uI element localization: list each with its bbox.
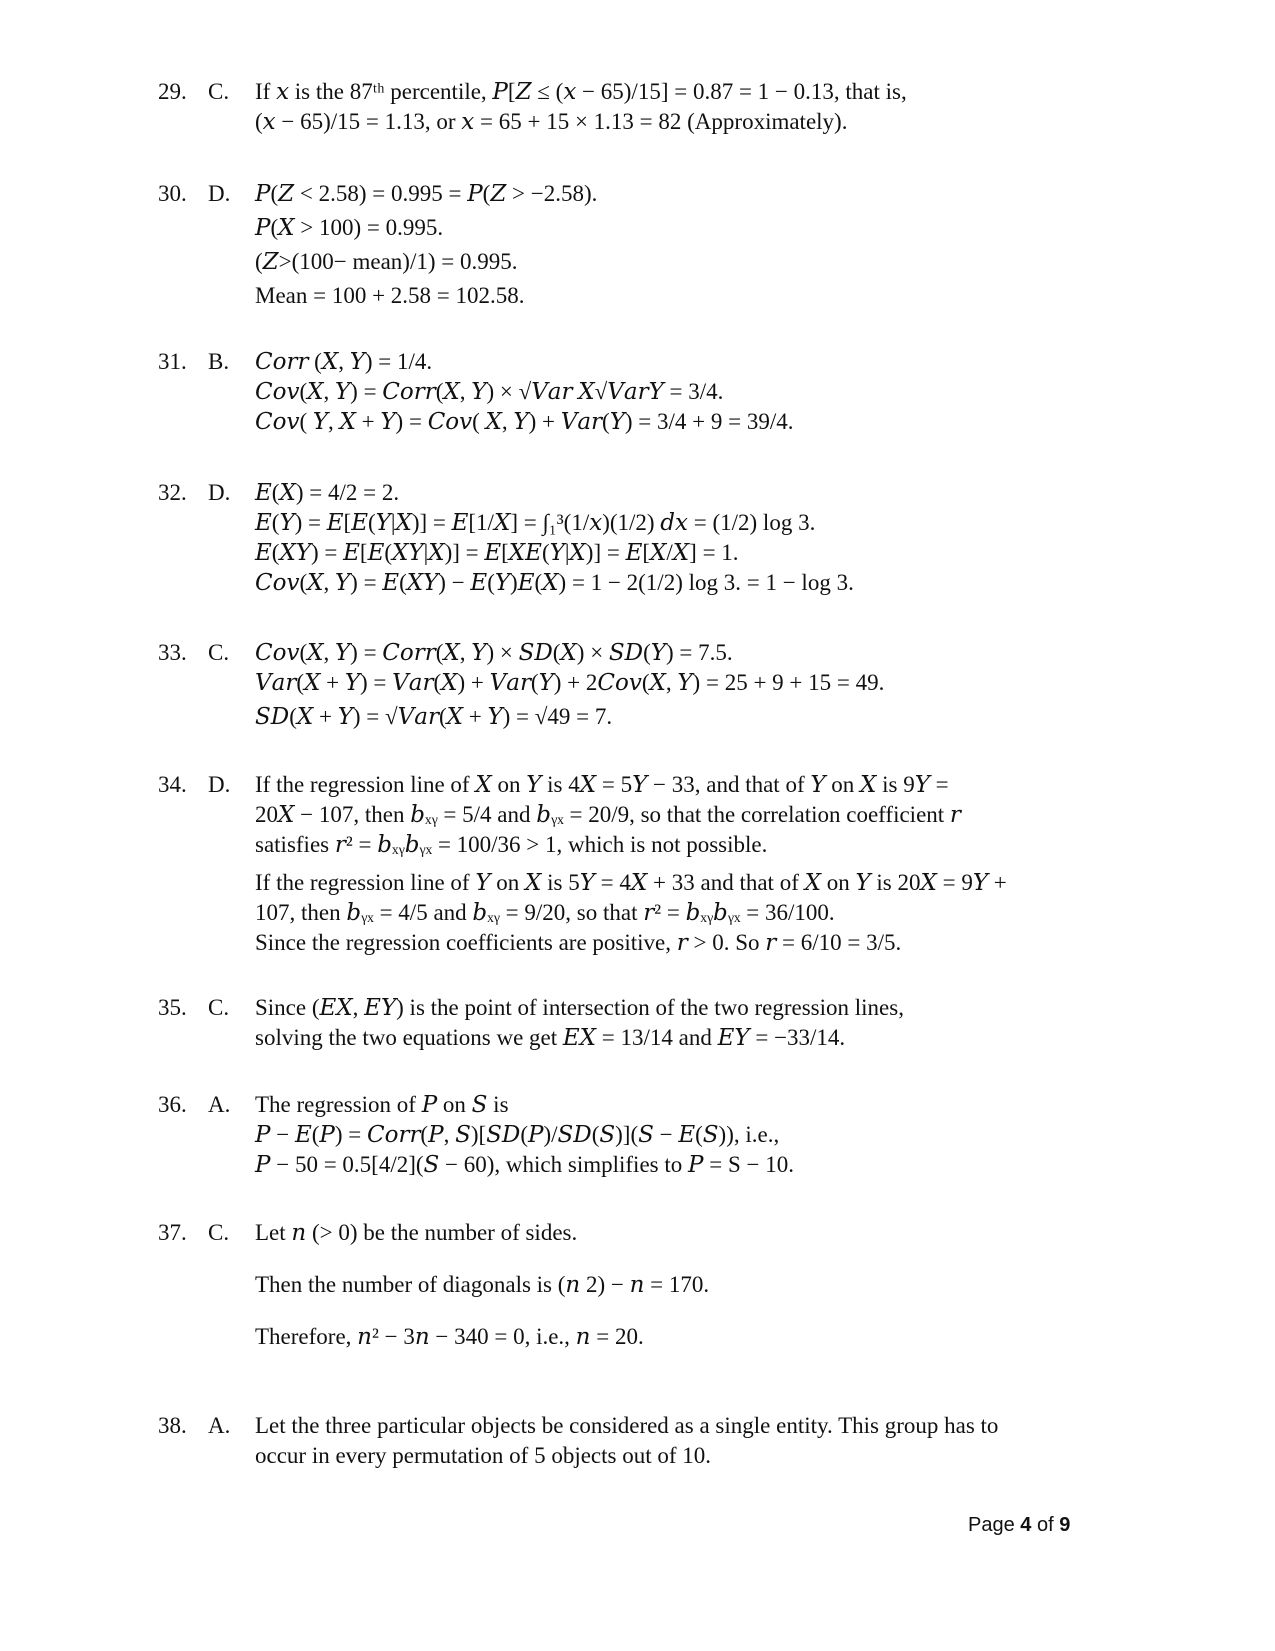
item-number: 30. xyxy=(158,181,187,206)
page-number-footer xyxy=(968,1512,1070,1538)
item-number: 31. xyxy=(158,349,187,374)
solution-line: solving the two equations we get 𝐸𝑋 = 13/14 and 𝐸𝑌 = −33/14. xyxy=(255,1025,846,1050)
solution-text xyxy=(255,77,1115,137)
solution-line: occur in every permutation of 5 objects out of 10. xyxy=(255,1443,712,1468)
solution-line: 𝐶𝑜𝑟𝑟 (𝑋, 𝑌) = 1/4. xyxy=(255,349,433,374)
solution-line: 𝐶𝑜𝑣( 𝑌, 𝑋 + 𝑌) = 𝐶𝑜𝑣( 𝑋, 𝑌) + 𝑉𝑎𝑟(𝑌) = 3/4 + 9 = 39/4. xyxy=(255,409,794,434)
solution-line: Since (𝐸𝑋, 𝐸𝑌) is the point of intersection of the two regression lines, xyxy=(255,995,904,1020)
solution-line: 107, then 𝑏ᵧₓ = 4/5 and 𝑏ₓᵧ = 9/20, so that 𝑟² = 𝑏ₓᵧ𝑏ᵧₓ = 36/100. xyxy=(255,900,835,925)
answer-letter: C. xyxy=(208,1220,230,1245)
solution-text xyxy=(255,1218,1115,1352)
solution-line: If 𝑥 is the 87ᵗʰ percentile, 𝑃[𝑍 ≤ (𝑥 − 65)/15] = 0.87 = 1 − 0.13, that is, xyxy=(255,79,907,104)
solution-line: 𝑃(𝑍 < 2.58) = 0.995 = 𝑃(𝑍 > −2.58). xyxy=(255,181,598,206)
paragraph-gap xyxy=(255,1300,1115,1322)
solution-text xyxy=(255,478,1115,598)
item-number: 38. xyxy=(158,1413,187,1438)
item-number: 37. xyxy=(158,1220,187,1245)
paragraph-gap xyxy=(255,860,1115,868)
item-number: 29. xyxy=(158,79,187,104)
answer-letter: D. xyxy=(208,480,231,505)
solution-text xyxy=(255,1090,1115,1180)
answer-letter: C. xyxy=(208,79,230,104)
solution-line: If the regression line of 𝑋 on 𝑌 is 4𝑋 = 5𝑌 − 33, and that of 𝑌 on 𝑋 is 9𝑌 = xyxy=(255,772,949,797)
solution-text xyxy=(255,1411,1115,1471)
solution-line: 𝑉𝑎𝑟(𝑋 + 𝑌) = 𝑉𝑎𝑟(𝑋) + 𝑉𝑎𝑟(𝑌) + 2𝐶𝑜𝑣(𝑋, 𝑌) = 25 + 9 + 15 = 49. xyxy=(255,670,885,695)
answer-letter: A. xyxy=(208,1092,231,1117)
answer-letter: C. xyxy=(208,995,230,1020)
paragraph-gap xyxy=(255,1248,1115,1270)
solution-line: (𝑥 − 65)/15 = 1.13, or 𝑥 = 65 + 15 × 1.13 = 82 (Approximately). xyxy=(255,109,848,134)
answer-letter: A. xyxy=(208,1413,231,1438)
solution-line: 𝐸(𝑋) = 4/2 = 2. xyxy=(255,480,400,505)
solution-line: 𝑃 − 50 = 0.5[4/2](𝑆 − 60), which simplifies to 𝑃 = S − 10. xyxy=(255,1152,794,1177)
solution-line: 𝐶𝑜𝑣(𝑋, 𝑌) = 𝐶𝑜𝑟𝑟(𝑋, 𝑌) × 𝑆𝐷(𝑋) × 𝑆𝐷(𝑌) = 7.5. xyxy=(255,640,733,665)
solution-line: 𝑆𝐷(𝑋 + 𝑌) = √𝑉𝑎𝑟(𝑋 + 𝑌) = √49 = 7. xyxy=(255,704,613,729)
solution-line: Since the regression coefficients are positive, 𝑟 > 0. So 𝑟 = 6/10 = 3/5. xyxy=(255,930,902,955)
solution-line: 𝑃 − 𝐸(𝑃) = 𝐶𝑜𝑟𝑟(𝑃, 𝑆)[𝑆𝐷(𝑃)/𝑆𝐷(𝑆)](𝑆 − 𝐸(𝑆)), i.e., xyxy=(255,1122,780,1147)
solution-text xyxy=(255,770,1115,958)
solution-line: 𝐶𝑜𝑣(𝑋, 𝑌) = 𝐶𝑜𝑟𝑟(𝑋, 𝑌) × √𝑉𝑎𝑟 𝑋√𝑉𝑎𝑟𝑌 = 3/4. xyxy=(255,379,724,404)
solution-line: Let 𝑛 (> 0) be the number of sides. xyxy=(255,1220,578,1245)
solution-line: 𝐸(𝑌) = 𝐸[𝐸(𝑌|𝑋)] = 𝐸[1/𝑋] = ∫₁³(1/𝑥)(1/2) 𝑑𝑥 = (1/2) log 3. xyxy=(255,510,816,535)
page-label: Page xyxy=(968,1514,1015,1536)
solution-line: 𝐸(𝑋𝑌) = 𝐸[𝐸(𝑋𝑌|𝑋)] = 𝐸[𝑋𝐸(𝑌|𝑋)] = 𝐸[𝑋/𝑋] = 1. xyxy=(255,540,739,565)
solution-line: If the regression line of 𝑌 on 𝑋 is 5𝑌 = 4𝑋 + 33 and that of 𝑋 on 𝑌 is 20𝑋 = 9𝑌 + xyxy=(255,870,1007,895)
solution-line: 𝐶𝑜𝑣(𝑋, 𝑌) = 𝐸(𝑋𝑌) − 𝐸(𝑌)𝐸(𝑋) = 1 − 2(1/2) log 3. = 1 − log 3. xyxy=(255,570,854,595)
current-page: 4 xyxy=(1020,1514,1032,1536)
page-of-label: of xyxy=(1036,1514,1054,1536)
answer-letter: D. xyxy=(208,181,231,206)
solution-line: (𝑍>(100− mean)/1) = 0.995. xyxy=(255,249,518,274)
answer-letter: D. xyxy=(208,772,231,797)
solution-text xyxy=(255,638,1115,732)
total-pages: 9 xyxy=(1059,1514,1071,1536)
solution-line: Mean = 100 + 2.58 = 102.58. xyxy=(255,283,525,308)
solution-line: Therefore, 𝑛² − 3𝑛 − 340 = 0, i.e., 𝑛 = 20. xyxy=(255,1324,644,1349)
solution-text xyxy=(255,347,1115,437)
answer-letter: C. xyxy=(208,640,230,665)
solution-line: Then the number of diagonals is (𝑛 2) − 𝑛 = 170. xyxy=(255,1272,710,1297)
solution-line: The regression of 𝑃 on 𝑆 is xyxy=(255,1092,509,1117)
item-number: 32. xyxy=(158,480,187,505)
item-number: 35. xyxy=(158,995,187,1020)
solution-text xyxy=(255,179,1115,311)
item-number: 33. xyxy=(158,640,187,665)
solution-line: 𝑃(𝑋 > 100) = 0.995. xyxy=(255,215,444,240)
item-number: 34. xyxy=(158,772,187,797)
solution-line: satisfies 𝑟² = 𝑏ₓᵧ𝑏ᵧₓ = 100/36 > 1, which is not possible. xyxy=(255,832,768,857)
item-number: 36. xyxy=(158,1092,187,1117)
solution-text xyxy=(255,993,1115,1053)
solution-line: Let the three particular objects be considered as a single entity. This group has to xyxy=(255,1413,999,1438)
answer-letter: B. xyxy=(208,349,230,374)
solution-line: 20𝑋 − 107, then 𝑏ₓᵧ = 5/4 and 𝑏ᵧₓ = 20/9, so that the correlation coefficient 𝑟 xyxy=(255,802,961,827)
